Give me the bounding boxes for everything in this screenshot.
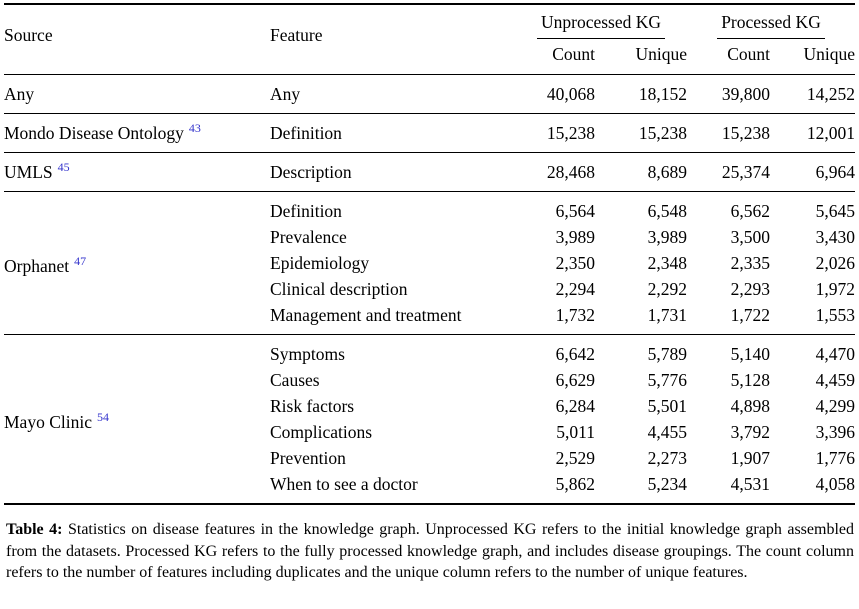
feature-cell: When to see a doctor <box>270 474 418 494</box>
group-header-unprocessed-kg <box>515 4 687 39</box>
group-header-processed-kg <box>687 4 855 39</box>
value-cell: 4,455 <box>647 422 688 442</box>
source-name: UMLS <box>4 162 53 182</box>
value-cell: 3,792 <box>730 422 771 442</box>
value-cell: 2,294 <box>555 279 595 299</box>
source-name: Any <box>4 84 35 104</box>
value-cell: 1,732 <box>555 305 595 325</box>
table-caption-text: Statistics on disease features in the knowledge graph. Unprocessed KG refers to the initial knowledge graph assembled from the datasets. Processed KG refers to the fully processed knowledge graph, and includes disease groupings. The count column refers to the number of features including duplicates and the unique column refers to the number of unique features. <box>6 521 854 581</box>
value-cell: 4,898 <box>730 396 771 416</box>
group-header-unprocessed-kg-label: Unprocessed KG <box>537 12 665 39</box>
value-cell: 5,234 <box>647 474 688 494</box>
value-cell: 1,553 <box>815 305 856 325</box>
column-header-feature: Feature <box>270 25 323 45</box>
value-cell: 3,500 <box>730 227 771 247</box>
column-header-source: Source <box>4 25 53 45</box>
feature-cell: Management and treatment <box>270 305 462 325</box>
value-cell: 2,529 <box>555 448 595 468</box>
table-row <box>4 153 855 192</box>
feature-cell: Any <box>270 84 301 104</box>
value-cell: 6,564 <box>555 201 595 221</box>
value-cell: 4,531 <box>730 474 771 494</box>
feature-cell: Definition <box>270 201 342 221</box>
value-cell: 25,374 <box>721 162 771 182</box>
feature-cell: Causes <box>270 370 320 390</box>
feature-cell: Prevention <box>270 448 346 468</box>
value-cell: 2,293 <box>730 279 771 299</box>
value-cell: 3,989 <box>555 227 595 247</box>
value-cell: 1,972 <box>815 279 856 299</box>
table-section <box>4 75 855 114</box>
table-row <box>4 335 855 368</box>
source-cell <box>4 75 270 114</box>
table-section <box>4 335 855 505</box>
source-cell <box>4 114 270 153</box>
value-cell: 3,396 <box>815 422 856 442</box>
table-section <box>4 153 855 192</box>
column-header-count-processed: Count <box>727 44 771 64</box>
column-header-unique-processed: Unique <box>803 44 856 64</box>
table-section <box>4 114 855 153</box>
table-row <box>4 75 855 114</box>
value-cell: 5,011 <box>556 422 595 442</box>
value-cell: 6,548 <box>647 201 688 221</box>
value-cell: 5,862 <box>555 474 595 494</box>
source-name: Orphanet <box>4 256 70 276</box>
source-name: Mondo Disease Ontology <box>4 123 184 143</box>
value-cell: 2,348 <box>647 253 688 273</box>
value-cell: 2,026 <box>815 253 856 273</box>
statistics-table <box>4 3 855 505</box>
value-cell: 6,629 <box>555 370 595 390</box>
value-cell: 3,989 <box>647 227 688 247</box>
value-cell: 5,128 <box>730 370 771 390</box>
value-cell: 2,350 <box>555 253 595 273</box>
value-cell: 18,152 <box>638 84 688 104</box>
value-cell: 3,430 <box>815 227 856 247</box>
source-cell <box>4 153 270 192</box>
feature-cell: Risk factors <box>270 396 355 416</box>
citation-ref[interactable]: 45 <box>57 160 70 174</box>
value-cell: 5,776 <box>647 370 688 390</box>
citation-ref[interactable]: 54 <box>96 410 109 424</box>
value-cell: 15,238 <box>546 123 595 143</box>
value-cell: 4,470 <box>815 344 856 364</box>
value-cell: 1,731 <box>647 305 688 325</box>
value-cell: 2,335 <box>730 253 771 273</box>
value-cell: 15,238 <box>721 123 771 143</box>
source-cell <box>4 192 270 335</box>
feature-cell: Complications <box>270 422 373 442</box>
citation-ref[interactable]: 43 <box>188 121 201 135</box>
value-cell: 4,299 <box>815 396 856 416</box>
feature-cell: Definition <box>270 123 342 143</box>
value-cell: 2,273 <box>647 448 688 468</box>
table-header <box>4 4 855 75</box>
value-cell: 1,722 <box>730 305 771 325</box>
value-cell: 39,800 <box>721 84 771 104</box>
feature-cell: Symptoms <box>270 344 345 364</box>
feature-cell: Clinical description <box>270 279 408 299</box>
value-cell: 5,501 <box>647 396 688 416</box>
value-cell: 6,562 <box>730 201 771 221</box>
value-cell: 5,789 <box>647 344 688 364</box>
value-cell: 12,001 <box>806 123 856 143</box>
value-cell: 40,068 <box>546 84 595 104</box>
value-cell: 5,140 <box>730 344 771 364</box>
table-section <box>4 192 855 335</box>
column-header-unique-unprocessed: Unique <box>635 44 688 64</box>
value-cell: 4,459 <box>815 370 856 390</box>
table-caption <box>6 519 854 584</box>
source-name: Mayo Clinic <box>4 412 92 432</box>
column-header-count-unprocessed: Count <box>552 44 595 64</box>
source-cell <box>4 335 270 505</box>
value-cell: 1,907 <box>730 448 771 468</box>
value-cell: 8,689 <box>647 162 688 182</box>
table-row <box>4 114 855 153</box>
feature-cell: Prevalence <box>270 227 347 247</box>
value-cell: 28,468 <box>546 162 595 182</box>
table-caption-label: Table 4: <box>6 521 63 538</box>
value-cell: 5,645 <box>815 201 856 221</box>
citation-ref[interactable]: 47 <box>74 254 87 268</box>
value-cell: 6,964 <box>815 162 856 182</box>
value-cell: 1,776 <box>815 448 856 468</box>
value-cell: 15,238 <box>638 123 688 143</box>
value-cell: 4,058 <box>815 474 856 494</box>
header-group-row <box>4 4 855 39</box>
group-header-processed-kg-label: Processed KG <box>717 12 825 39</box>
value-cell: 2,292 <box>647 279 688 299</box>
value-cell: 14,252 <box>806 84 856 104</box>
value-cell: 6,642 <box>555 344 595 364</box>
feature-cell: Description <box>270 162 352 182</box>
table-row <box>4 192 855 225</box>
value-cell: 6,284 <box>555 396 595 416</box>
feature-cell: Epidemiology <box>270 253 370 273</box>
